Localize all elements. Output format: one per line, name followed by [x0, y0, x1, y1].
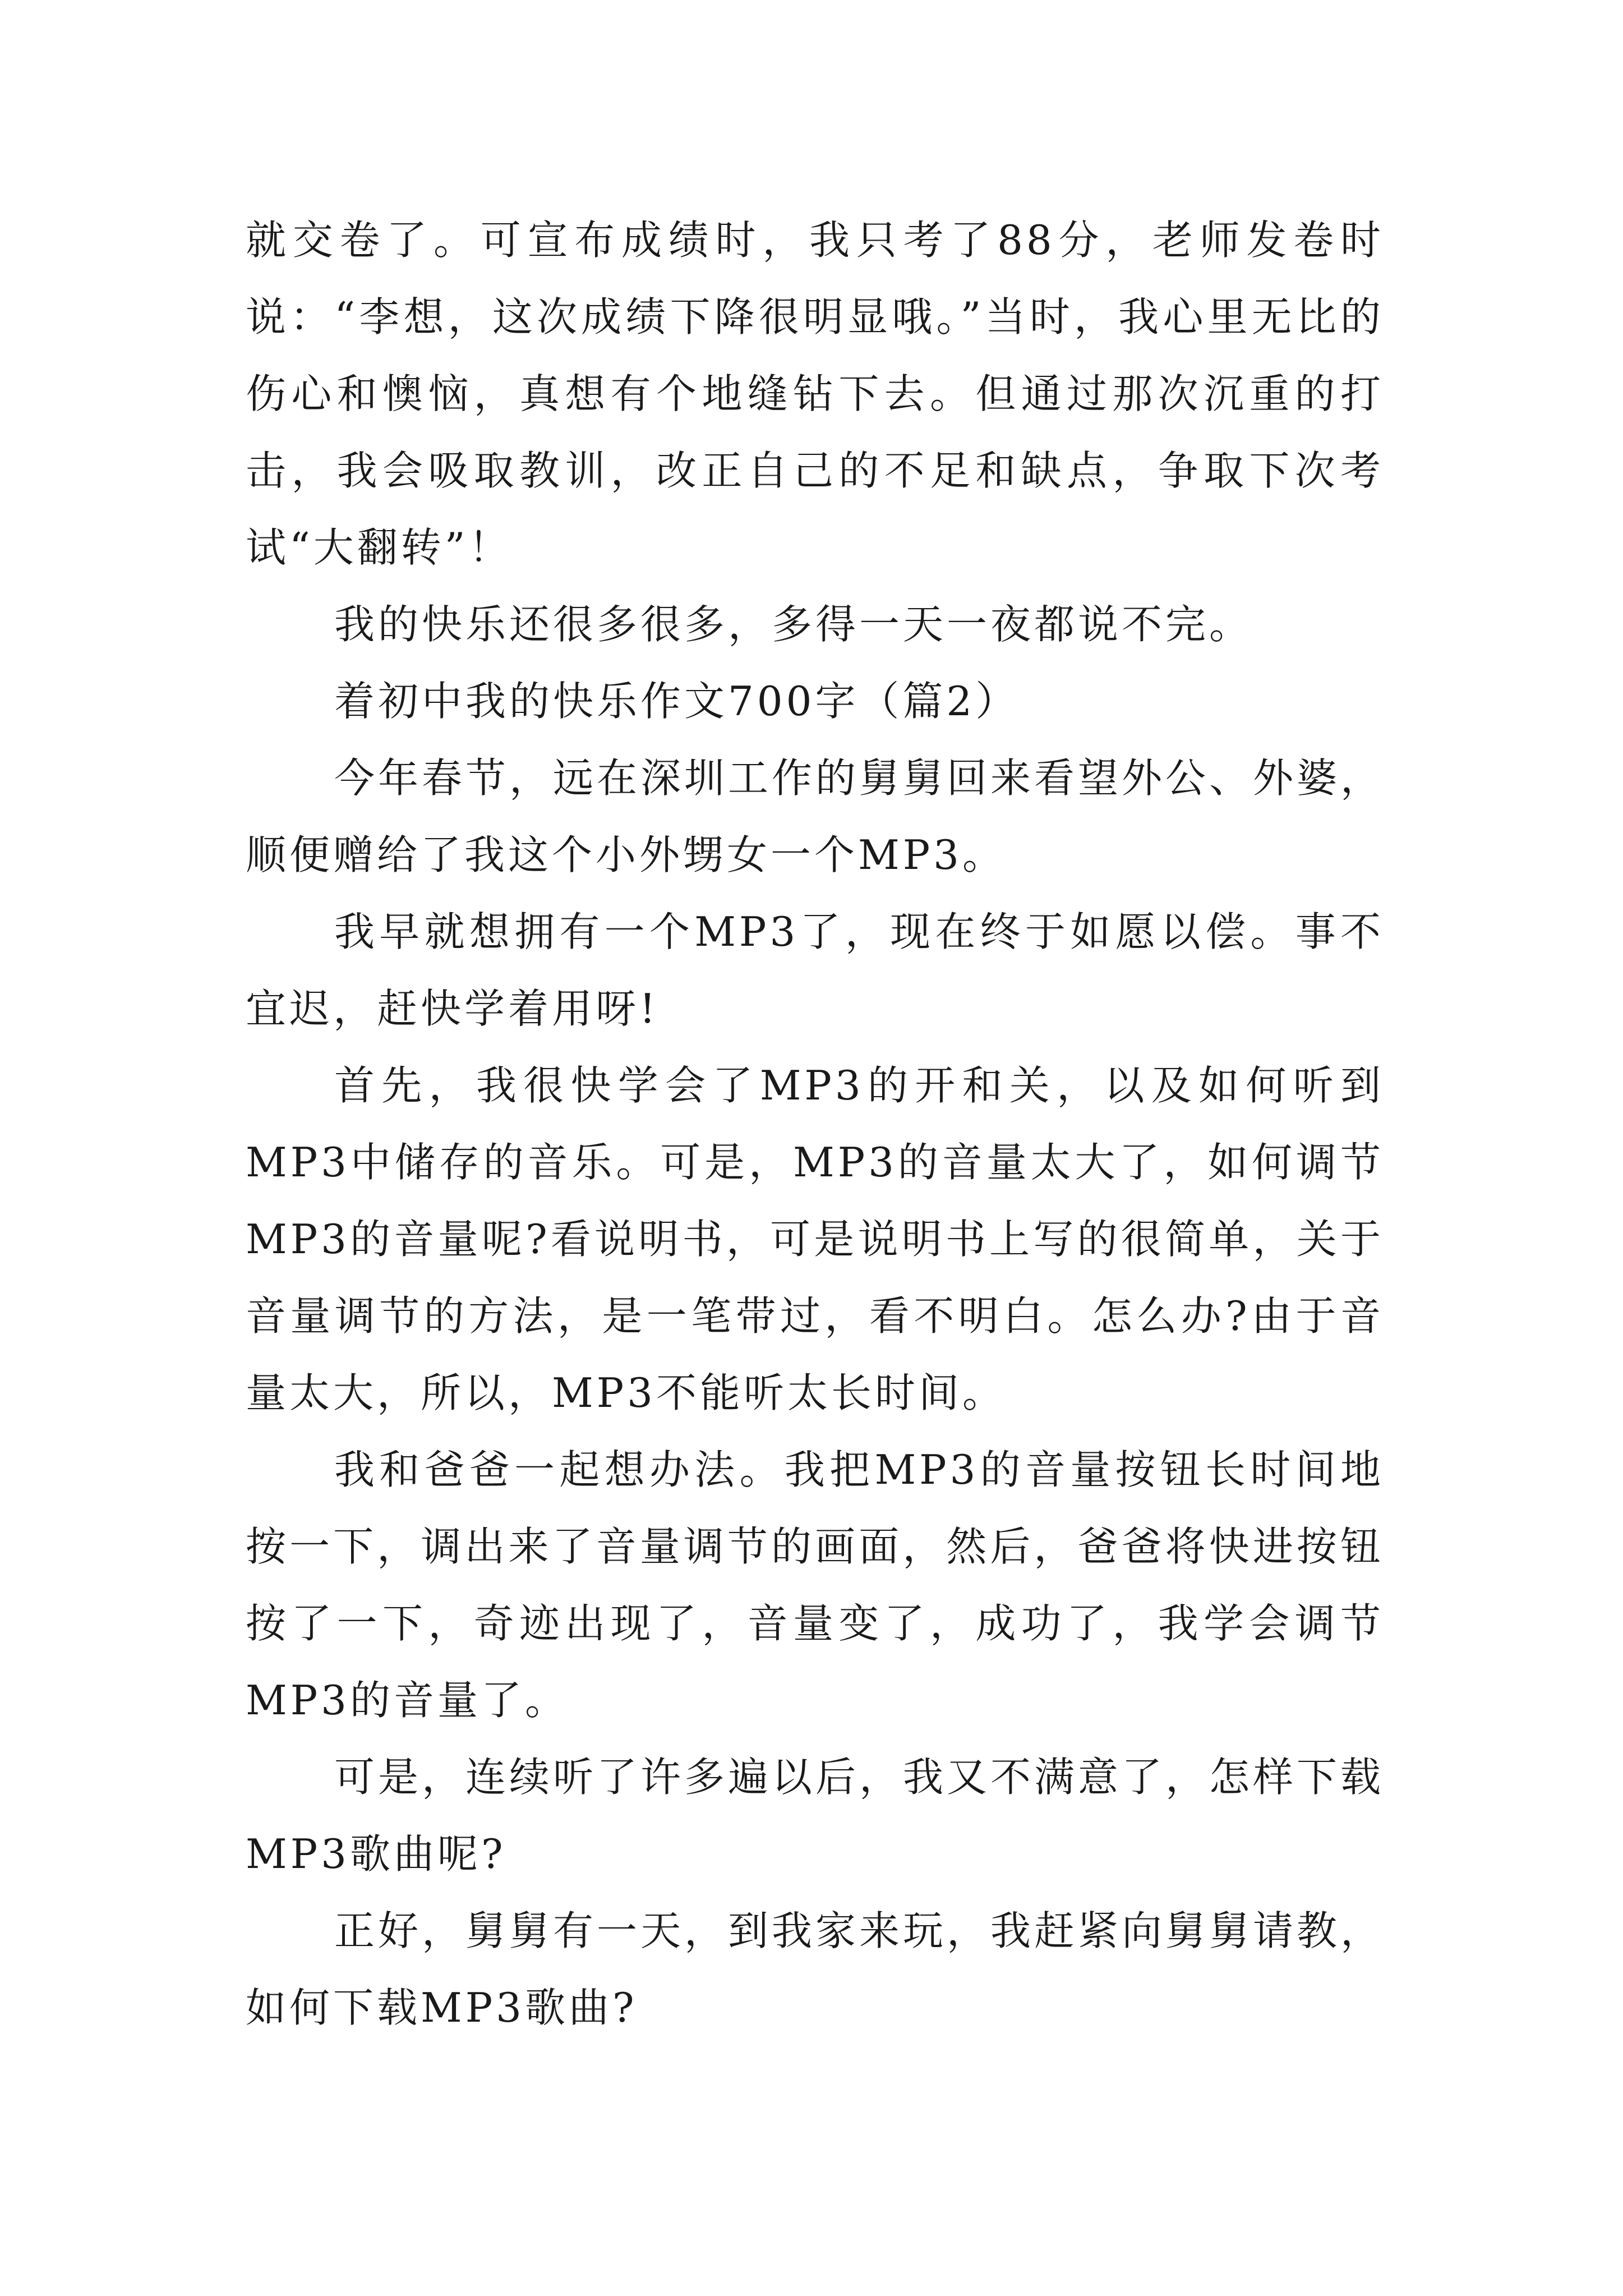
document-body: [246, 202, 1384, 2046]
paragraph-1: 就交卷了。可宣布成绩时，我只考了88分，老师发卷时说：“李想，这次成绩下降很明显哦。”当时，我心里无比的伤心和懊恼，真想有个地缝钻下去。但通过那次沉重的打击，我会吸取教训，改正自己的不足和缺点，争取下次考试“大翻转”！: [246, 217, 1384, 571]
paragraph-5: 首先，我很快学会了MP3的开和关，以及如何听到MP3中储存的音乐。可是，MP3的音量太大了，如何调节MP3的音量呢?看说明书，可是说明书上写的很简单，关于音量调节的方法，是一笔带过，看不明白。怎么办?由于音量太大，所以，MP3不能听太长时间。: [246, 1062, 1384, 1416]
paragraph-8: 正好，舅舅有一天，到我家来玩，我赶紧向舅舅请教，如何下载MP3歌曲?: [246, 1907, 1385, 2031]
paragraph-2: 我的快乐还很多很多，多得一天一夜都说不完。: [334, 601, 1253, 648]
paragraph-3: 今年春节，远在深圳工作的舅舅回来看望外公、外婆，顺便赠给了我这个小外甥女一个MP3。: [246, 754, 1385, 878]
paragraph-6: 我和爸爸一起想办法。我把MP3的音量按钮长时间地按一下，调出来了音量调节的画面，然后，爸爸将快进按钮按了一下，奇迹出现了，音量变了，成功了，我学会调节MP3的音量了。: [246, 1446, 1384, 1724]
section-heading: 着初中我的快乐作文700字（篇2）: [334, 678, 1020, 725]
paragraph-7: 可是，连续听了许多遍以后，我又不满意了，怎样下载MP3歌曲呢?: [246, 1754, 1385, 1878]
paragraph-4: 我早就想拥有一个MP3了，现在终于如愿以偿。事不宜迟，赶快学着用呀!: [246, 908, 1384, 1032]
